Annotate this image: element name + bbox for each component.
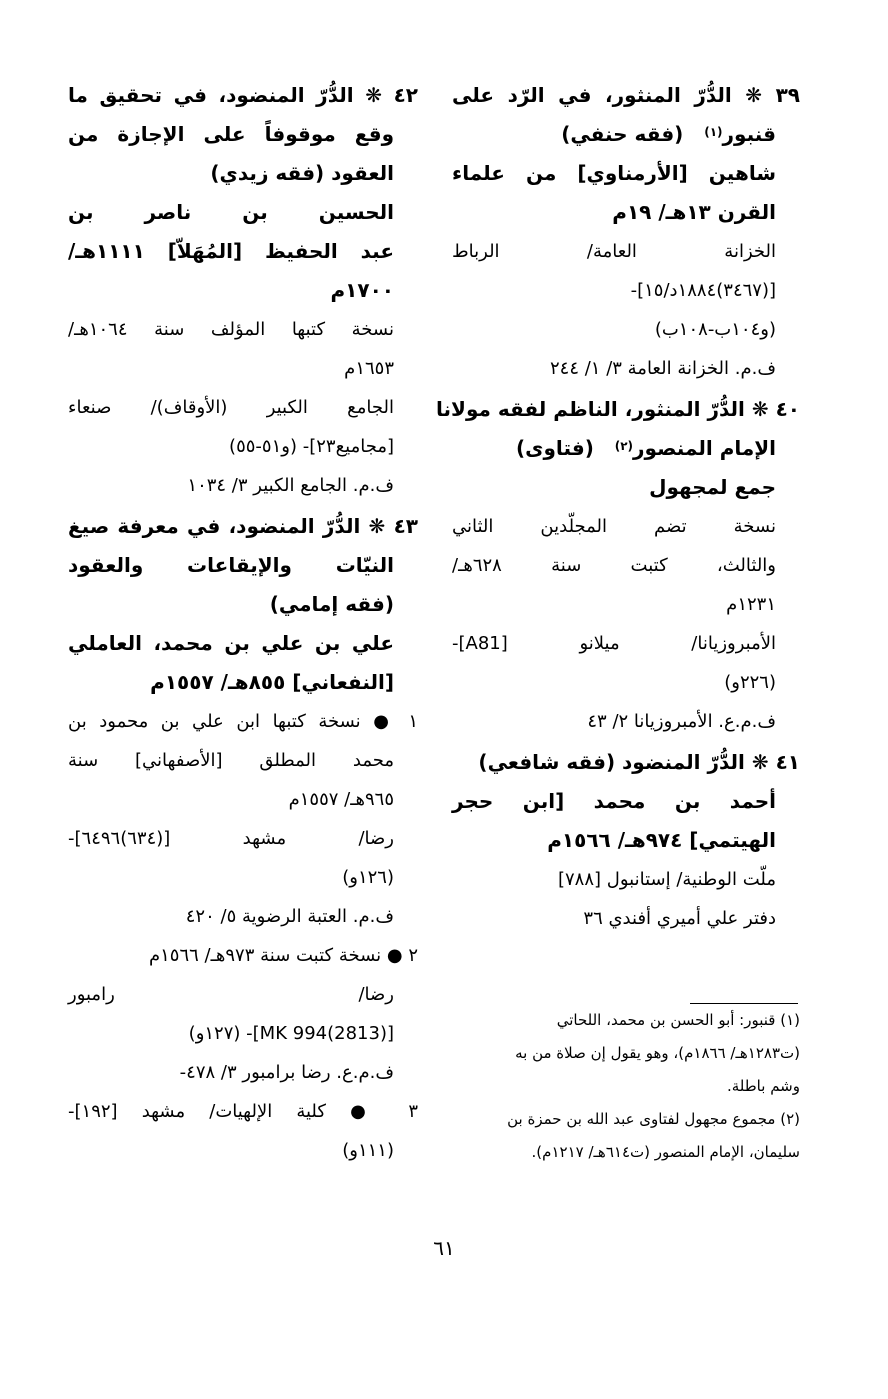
copy-note: ١٢٣١م — [726, 594, 776, 615]
entry-category: (فقه إمامي) — [269, 592, 394, 616]
library-line: رضا/ مشهد [(٦٣٤)٦٤٩٦]- — [68, 828, 394, 849]
shelfmark: [(٣٤٦٧)١٨٨٤د/١٥]- — [630, 280, 776, 301]
catalogue-ref: ف.م.ع. رضا برامبور ٣/ ٤٧٨- — [179, 1062, 394, 1083]
folios: (١٢٦و) — [342, 867, 394, 888]
footnotes — [452, 1004, 800, 1169]
footnote-line: (١) قنبور: أبو الحسن بن محمد، اللحاتي — [556, 1011, 800, 1029]
entry-title: ٤١ ❋ الدُّرّ المنضود (فقه شافعي) — [478, 750, 800, 774]
footnote-line: (٢) مجموع مجهول لفتاوى عبد الله بن حمزة بن — [507, 1110, 800, 1128]
author-line: جمع لمجهول — [649, 475, 776, 499]
catalogue-ref: ف.م.ع. الأمبروزيانا ٢/ ٤٣ — [587, 711, 776, 732]
copy-item: ٢ ● نسخة كتبت سنة ٩٧٣هـ/ ١٥٦٦م — [148, 945, 418, 966]
footnote-2 — [452, 1103, 800, 1169]
folios: (١١١و) — [342, 1140, 394, 1161]
author-line: الحسين بن ناصر بن — [68, 200, 394, 224]
copy-note: محمد المطلق [الأصفهاني] سنة — [68, 750, 394, 771]
author-date: القرن ١٣هـ/ ١٩م — [612, 200, 776, 224]
author-line: عبد الحفيظ [المُهَلاّ] ١١١١هـ/ — [68, 239, 394, 263]
footnote-1 — [452, 1004, 800, 1103]
entry-title-line: وقع موقوفاً على الإجازة من — [68, 122, 394, 146]
copy-note: نسخة كتبها المؤلف سنة ١٠٦٤هـ/ — [68, 319, 394, 340]
entry-title: ٤٠ ❋ الدُّرّ المنثور، الناظم لفقه مولانا — [436, 397, 800, 421]
library-line: الأمبروزيانا/ ميلانو [A81]- — [452, 633, 776, 654]
footnote-line: سليمان، الإمام المنصور (ت٦١٤هـ/ ١٢١٧م). — [531, 1143, 800, 1161]
entry-title: ٣٩ ❋ الدُّرّ المنثور، في الرّد على — [452, 83, 800, 107]
folios: (و١٠٤ب-١٠٨ب) — [654, 319, 776, 340]
entry-title-line: قنبور$^{(١)}$ (فقه حنفي) — [561, 122, 776, 146]
right-column — [436, 76, 800, 940]
catalogue-ref: ف.م. الخزانة العامة ٣/ ١/ ٢٤٤ — [549, 358, 776, 379]
author-date: [النفعاني] ٨٥٥هـ/ ١٥٥٧م — [150, 670, 394, 694]
entry-title-line: النيّات والإيقاعات والعقود — [68, 553, 394, 577]
entry-title: ٤٣ ❋ الدُّرّ المنضود، في معرفة صيغ — [68, 514, 418, 538]
copy-note: والثالث، كتبت سنة ٦٢٨هـ/ — [452, 555, 776, 576]
author-line: شاهين [الأرمناوي] من علماء — [452, 161, 776, 185]
copy-note: ١٦٥٣م — [344, 358, 394, 379]
footnote-line: وشم باطلة. — [726, 1077, 800, 1095]
copy-item: ١ ● نسخة كتبها ابن علي بن محمود بن — [68, 711, 418, 732]
entry-title-line: الإمام المنصور$^{(٢)}$ (فتاوى) — [516, 436, 776, 460]
entry-40 — [436, 390, 800, 741]
copy-note: نسخة تضم المجلّدين الثاني — [452, 516, 776, 537]
library-line: الخزانة العامة/ الرباط — [452, 241, 776, 262]
copy-note: ٩٦٥هـ/ ١٥٥٧م — [288, 789, 394, 810]
entry-title: ٤٢ ❋ الدُّرّ المنضود، في تحقيق ما — [68, 83, 418, 107]
entry-39 — [452, 76, 800, 388]
shelfmark: [(2813)994 MK]- (١٢٧و) — [188, 1023, 394, 1044]
library-line: ملّت الوطنية/ إستانبول [٧٨٨] — [557, 869, 776, 890]
copy-item: ٣ ● كلية الإلهيات/ مشهد [١٩٢]- — [68, 1101, 418, 1122]
author-date: ١٧٠٠م — [330, 278, 394, 302]
entry-title-line: العقود (فقه زيدي) — [210, 161, 394, 185]
library-line: رضا/ رامبور — [68, 984, 394, 1005]
entry-41 — [452, 743, 800, 938]
collection: دفتر علي أميري أفندي ٣٦ — [583, 908, 776, 929]
author-date: الهيتمي] ٩٧٤هـ/ ١٥٦٦م — [547, 828, 776, 852]
footnote-line: (ت١٢٨٣هـ/ ١٨٦٦م)، وهو يقول إن صلاة من به — [515, 1044, 800, 1062]
library-line: الجامع الكبير (الأوقاف)/ صنعاء — [68, 397, 394, 418]
shelfmark: [مجاميع٢٣]- (و٥١-٥٥) — [229, 436, 394, 457]
author-line: أحمد بن محمد [ابن حجر — [452, 789, 776, 813]
folios: (٢٢٦و) — [724, 672, 776, 693]
catalogue-ref: ف.م. العتبة الرضوية ٥/ ٤٢٠ — [185, 906, 394, 927]
entry-42 — [68, 76, 418, 505]
footnote-marker: (٢) — [614, 439, 634, 453]
left-column — [68, 76, 418, 1172]
catalogue-ref: ف.م. الجامع الكبير ٣/ ١٠٣٤ — [187, 475, 394, 496]
author-line: علي بن علي بن محمد، العاملي — [68, 631, 394, 655]
footnote-marker: (١) — [704, 125, 723, 139]
entry-43 — [68, 507, 418, 1170]
page-number: ٦١ — [433, 1236, 455, 1260]
